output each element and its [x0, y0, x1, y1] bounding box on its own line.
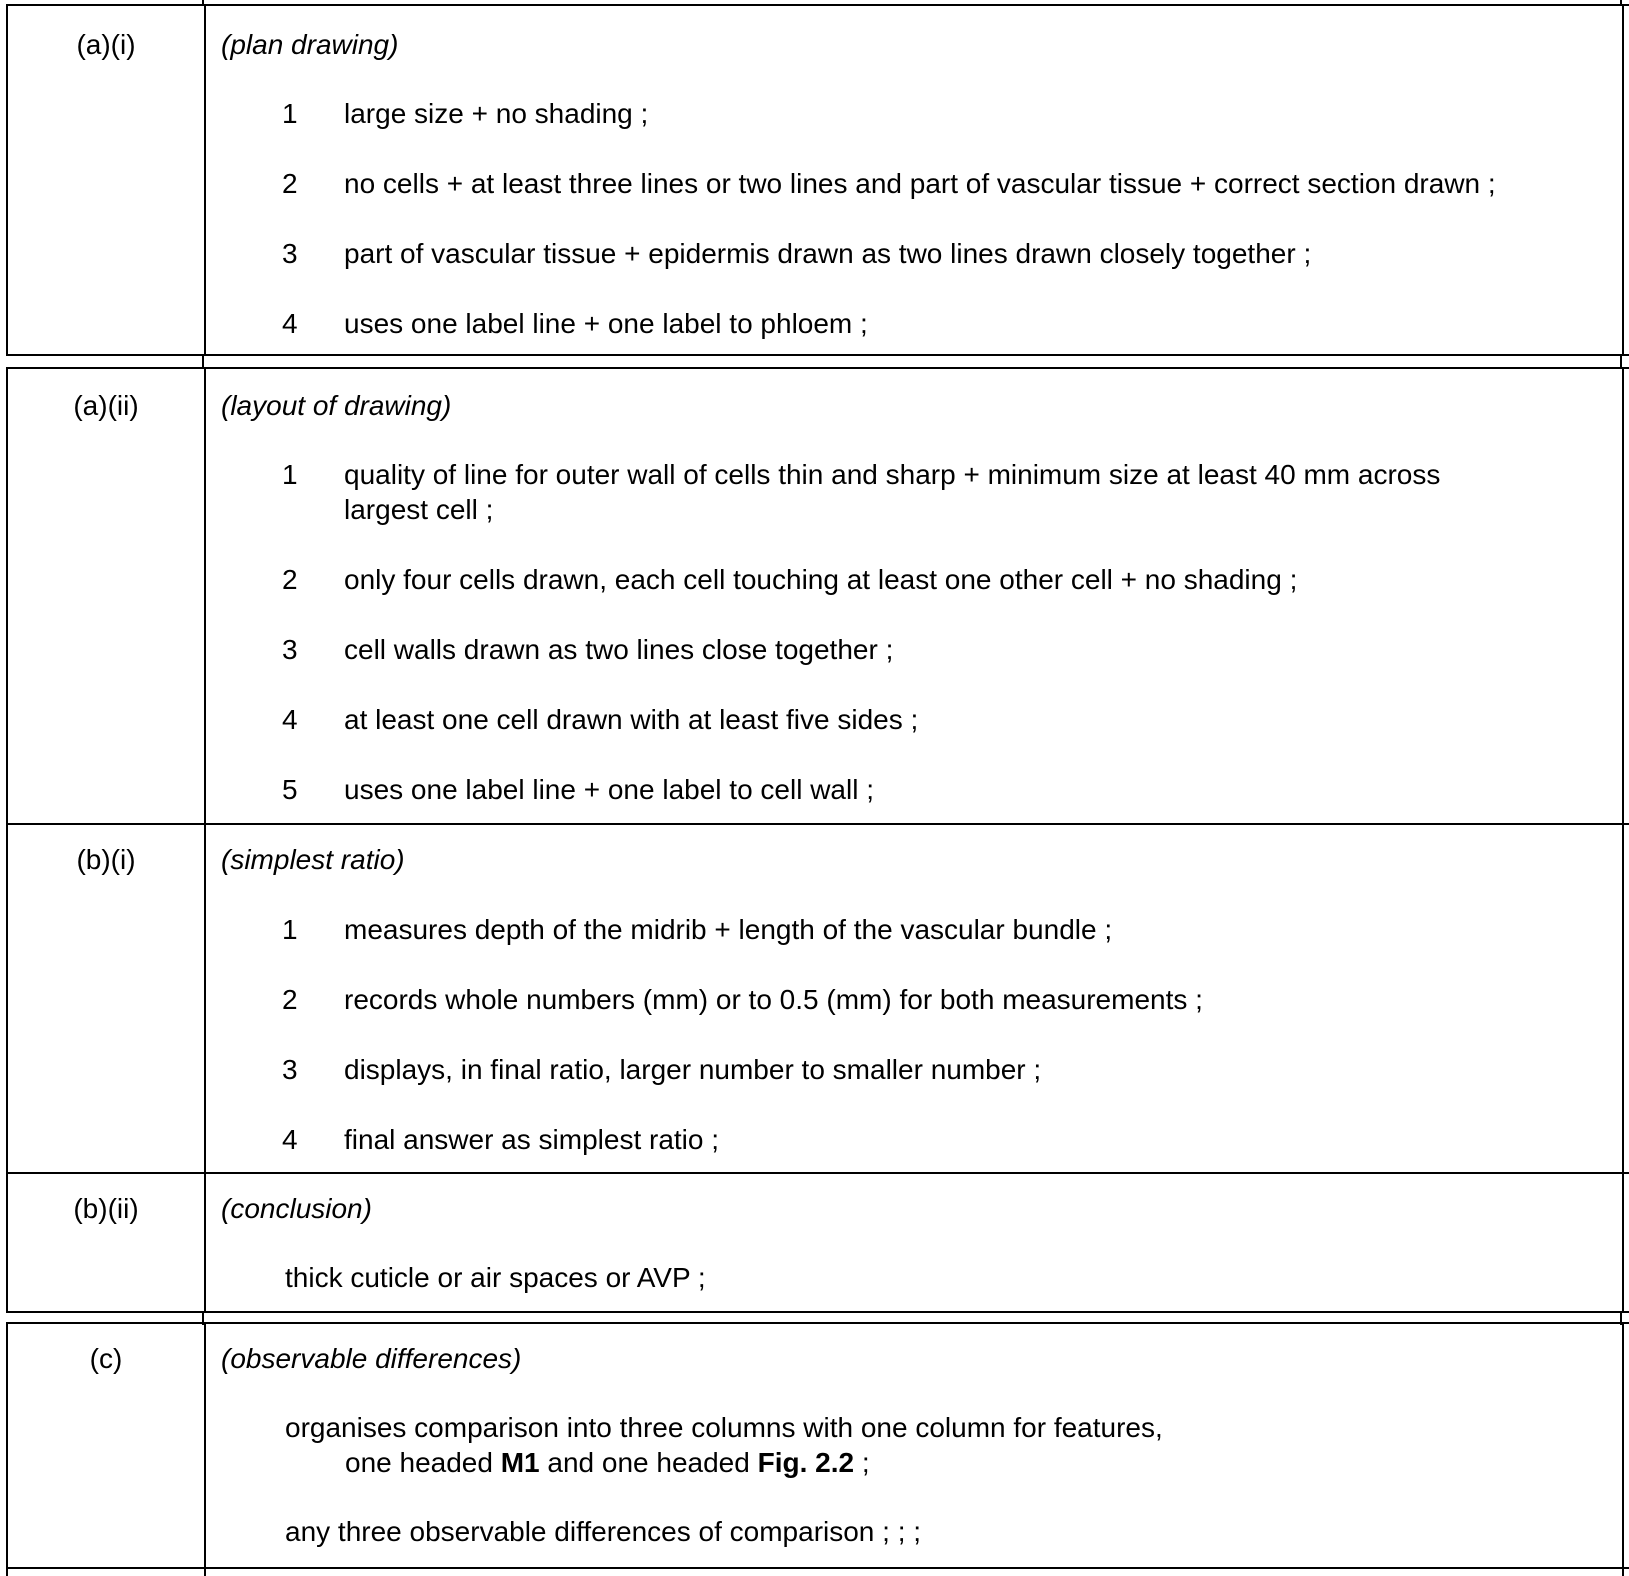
- point-text: no cells + at least three lines or two lines and part of vascular tissue + correct section drawn ;: [344, 168, 1496, 199]
- point-number: 2: [282, 168, 298, 199]
- mark-point-text: any three observable differences of comparison ; ; ;: [285, 1516, 922, 1547]
- bold-m1: M1: [500, 1447, 540, 1478]
- question-label: (a)(i): [76, 29, 136, 60]
- question-label: (b)(i): [76, 844, 136, 875]
- mark-point-text: thick cuticle or air spaces or AVP ;: [285, 1262, 706, 1293]
- point-text: at least one cell drawn with at least five sides ;: [344, 704, 919, 735]
- question-label: (b)(ii): [73, 1193, 139, 1224]
- section-heading: (observable differences): [221, 1343, 522, 1374]
- question-label: (a)(ii): [73, 390, 139, 421]
- section-heading: (layout of drawing): [221, 390, 452, 421]
- right-border: [1622, 6, 1624, 354]
- right-border: [1622, 369, 1624, 1311]
- point-text: records whole numbers (mm) or to 0.5 (mm) for both measurements ;: [344, 984, 1203, 1015]
- section-heading: (conclusion): [221, 1193, 372, 1224]
- block-c: [6, 1322, 1629, 1576]
- point-number: 2: [282, 564, 298, 595]
- right-border: [1622, 1324, 1624, 1576]
- point-number: 3: [282, 238, 298, 269]
- point-text: uses one label line + one label to cell wall ;: [344, 774, 875, 805]
- point-number: 1: [282, 98, 298, 129]
- point-number: 2: [282, 984, 298, 1015]
- point-text: final answer as simplest ratio ;: [344, 1124, 720, 1155]
- point-text: quality of line for outer wall of cells thin and sharp + minimum size at least 40 mm across largest cell ;: [344, 459, 1441, 525]
- comparison-line-1: organises comparison into three columns with one column for features,: [285, 1412, 1163, 1443]
- point-text: only four cells drawn, each cell touching at least one other cell + no shading ;: [344, 564, 1298, 595]
- column-divider: [204, 1324, 206, 1576]
- point-number: 4: [282, 704, 298, 735]
- text-fragment: ;: [854, 1447, 870, 1478]
- row-divider: [8, 823, 1629, 825]
- point-number: 4: [282, 1124, 298, 1155]
- section-heading: (plan drawing): [221, 29, 399, 60]
- point-number: 3: [282, 1054, 298, 1085]
- mark-point-text: [285, 1410, 1592, 1480]
- block-a-i: [6, 4, 1629, 356]
- block-a-ii-b: [6, 367, 1629, 1313]
- column-divider: [204, 6, 206, 354]
- point-number: 1: [282, 459, 298, 490]
- point-number: 4: [282, 308, 298, 339]
- point-number: 1: [282, 914, 298, 945]
- point-number: 5: [282, 774, 298, 805]
- point-text: measures depth of the midrib + length of the vascular bundle ;: [344, 914, 1113, 945]
- section-heading: (simplest ratio): [221, 844, 405, 875]
- text-fragment: one headed: [345, 1447, 501, 1478]
- point-number: 3: [282, 634, 298, 665]
- point-text: part of vascular tissue + epidermis drawn as two lines drawn closely together ;: [344, 238, 1312, 269]
- point-text: cell walls drawn as two lines close together ;: [344, 634, 894, 665]
- bottom-border: [8, 1567, 1629, 1569]
- point-text: displays, in final ratio, larger number to smaller number ;: [344, 1054, 1042, 1085]
- bold-fig: Fig. 2.2: [757, 1447, 855, 1478]
- point-text: large size + no shading ;: [344, 98, 649, 129]
- text-fragment: and one headed: [539, 1447, 758, 1478]
- row-divider: [8, 1172, 1629, 1174]
- comparison-line-2: [285, 1445, 1592, 1480]
- column-divider: [204, 369, 206, 1311]
- point-text: uses one label line + one label to phloem ;: [344, 308, 868, 339]
- question-label: (c): [89, 1343, 123, 1374]
